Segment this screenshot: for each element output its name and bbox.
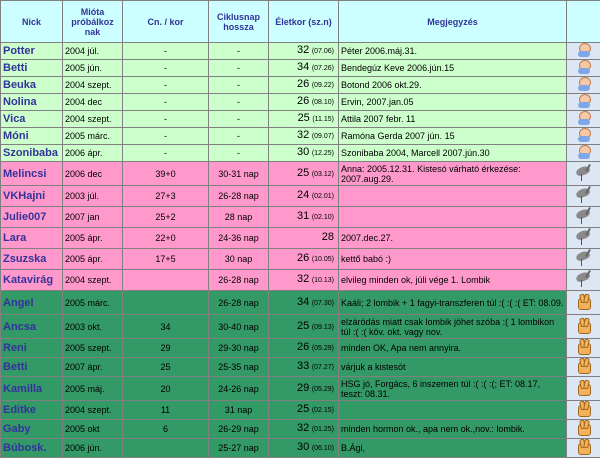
cycle-cell: 26-28 nap	[209, 186, 269, 207]
birthday-value: (09.22)	[312, 82, 334, 89]
cn-kor-cell: 11	[123, 401, 209, 420]
nick-cell: Lara	[1, 228, 63, 249]
birthday-value: (07.30)	[312, 300, 334, 307]
since-cell: 2005 márc.	[63, 291, 123, 315]
cycle-cell: -	[209, 128, 269, 145]
birthday-value: (07.27)	[312, 364, 334, 371]
note-cell: Attila 2007 febr. 11	[339, 111, 567, 128]
table-row	[1, 315, 600, 339]
note-cell: 2007.dec.27.	[339, 228, 567, 249]
cycle-cell: 24-26 nap	[209, 377, 269, 401]
baby-icon	[576, 60, 592, 74]
icon-cell	[567, 291, 600, 315]
cycle-cell: -	[209, 60, 269, 77]
age-value: 32	[297, 422, 309, 434]
age-cell	[269, 228, 339, 249]
birthday-value: (02.15)	[312, 407, 334, 414]
table-row	[1, 43, 600, 60]
cycle-cell: 25-35 nap	[209, 358, 269, 377]
nick-cell: Katavirág	[1, 270, 63, 291]
table-row	[1, 60, 600, 77]
age-cell	[269, 111, 339, 128]
since-cell: 2004 júl.	[63, 43, 123, 60]
nick-cell: VKHajni	[1, 186, 63, 207]
cycle-cell: -	[209, 77, 269, 94]
note-cell	[339, 401, 567, 420]
note-cell: minden hormon ok., apa nem ok.,nov.: lombik.	[339, 420, 567, 439]
table-row	[1, 339, 600, 358]
icon-cell	[567, 270, 600, 291]
header-row	[1, 1, 600, 43]
cn-kor-cell: 39+0	[123, 162, 209, 186]
birthday-value: (06.10)	[312, 445, 334, 452]
cycle-cell: 28 nap	[209, 207, 269, 228]
cycle-cell: 26-29 nap	[209, 420, 269, 439]
nick-cell: Búbosk.	[1, 439, 63, 458]
icon-cell	[567, 145, 600, 162]
baby-icon	[576, 77, 592, 91]
birthday-value: (12.25)	[312, 150, 334, 157]
icon-cell	[567, 128, 600, 145]
note-cell: Ramóna Gerda 2007 jún. 15	[339, 128, 567, 145]
since-cell: 2004 szept.	[63, 401, 123, 420]
nick-cell: Zsuzska	[1, 249, 63, 270]
table-row	[1, 207, 600, 228]
age-cell	[269, 339, 339, 358]
icon-cell	[567, 339, 600, 358]
age-cell	[269, 43, 339, 60]
crossed-fingers-icon	[575, 420, 593, 436]
nick-cell: Gaby	[1, 420, 63, 439]
nick-cell: Angel	[1, 291, 63, 315]
table-row	[1, 77, 600, 94]
birthday-value: (07.06)	[312, 48, 334, 55]
age-cell	[269, 162, 339, 186]
age-value: 34	[297, 296, 309, 308]
note-cell: elvileg minden ok, júli vége 1. Lombik	[339, 270, 567, 291]
age-cell	[269, 270, 339, 291]
baby-icon	[576, 43, 592, 57]
birthday-value: (07.26)	[312, 65, 334, 72]
since-cell: 2003 okt.	[63, 315, 123, 339]
crossed-fingers-icon	[575, 439, 593, 455]
age-value: 26	[297, 95, 309, 107]
age-cell	[269, 60, 339, 77]
crossed-fingers-icon	[575, 380, 593, 396]
crossed-fingers-icon	[575, 294, 593, 310]
nick-cell: Editke	[1, 401, 63, 420]
stork-icon	[572, 207, 596, 225]
icon-cell	[567, 249, 600, 270]
header-age: Életkor (sz.n)	[269, 1, 339, 43]
table-row	[1, 111, 600, 128]
age-value: 32	[297, 273, 309, 285]
nick-cell: Julie007	[1, 207, 63, 228]
nick-cell: Szonibaba	[1, 145, 63, 162]
header-icon	[567, 1, 600, 43]
stork-icon	[572, 164, 596, 182]
since-cell: 2005 ápr.	[63, 228, 123, 249]
age-cell	[269, 128, 339, 145]
note-cell: kettő babó :)	[339, 249, 567, 270]
age-value: 33	[297, 360, 309, 372]
age-value: 26	[297, 252, 309, 264]
age-cell	[269, 439, 339, 458]
note-cell: Szonibaba 2004, Marcell 2007.jún.30	[339, 145, 567, 162]
stork-icon	[572, 249, 596, 267]
cycle-cell: -	[209, 43, 269, 60]
age-cell	[269, 94, 339, 111]
cn-kor-cell	[123, 291, 209, 315]
since-cell: 2007 ápr.	[63, 358, 123, 377]
icon-cell	[567, 43, 600, 60]
birthday-value: (09.13)	[312, 324, 334, 331]
cn-kor-cell: 34	[123, 315, 209, 339]
icon-cell	[567, 207, 600, 228]
table-row	[1, 358, 600, 377]
cn-kor-cell	[123, 270, 209, 291]
since-cell: 2004 szept.	[63, 270, 123, 291]
header-nick: Nick	[1, 1, 63, 43]
table-row	[1, 128, 600, 145]
since-cell: 2005 máj.	[63, 377, 123, 401]
note-cell	[339, 207, 567, 228]
cycle-cell: 29-30 nap	[209, 339, 269, 358]
age-value: 32	[297, 129, 309, 141]
age-cell	[269, 207, 339, 228]
note-cell: Ervin, 2007.jan.05	[339, 94, 567, 111]
icon-cell	[567, 162, 600, 186]
stork-icon	[572, 186, 596, 204]
cycle-cell: -	[209, 145, 269, 162]
cycle-cell: 30-31 nap	[209, 162, 269, 186]
age-value: 29	[297, 382, 309, 394]
baby-icon	[576, 111, 592, 125]
table-row	[1, 401, 600, 420]
age-value: 25	[297, 167, 309, 179]
note-cell: Péter 2006.máj.31.	[339, 43, 567, 60]
age-cell	[269, 145, 339, 162]
note-cell: HSG jó, Forgács, 6 inszemen túl :( :( :(; ET: 08.17, teszt: 08.31.	[339, 377, 567, 401]
age-cell	[269, 401, 339, 420]
cn-kor-cell: 6	[123, 420, 209, 439]
since-cell: 2003 júl.	[63, 186, 123, 207]
crossed-fingers-icon	[575, 358, 593, 374]
cn-kor-cell: -	[123, 128, 209, 145]
birthday-value: (02.10)	[312, 214, 334, 221]
cn-kor-cell: 27+3	[123, 186, 209, 207]
cycle-cell: 25-27 nap	[209, 439, 269, 458]
age-value: 32	[297, 44, 309, 56]
header-cn-kor: Cn. / kor	[123, 1, 209, 43]
cn-kor-cell: -	[123, 77, 209, 94]
age-cell	[269, 249, 339, 270]
note-cell: elzáródás miatt csak lombik jöhet szóba :( 1 lombikon túl :( :( köv. okt. vagy nov.	[339, 315, 567, 339]
cn-kor-cell: 25	[123, 358, 209, 377]
since-cell: 2006 dec	[63, 162, 123, 186]
header-note: Megjegyzés	[339, 1, 567, 43]
birthday-value: (05.29)	[312, 345, 334, 352]
crossed-fingers-icon	[575, 339, 593, 355]
nick-cell: Reni	[1, 339, 63, 358]
since-cell: 2004 szept.	[63, 111, 123, 128]
age-cell	[269, 77, 339, 94]
cn-kor-cell	[123, 439, 209, 458]
birthday-value: (03.12)	[312, 171, 334, 178]
age-cell	[269, 291, 339, 315]
icon-cell	[567, 77, 600, 94]
icon-cell	[567, 401, 600, 420]
cycle-cell: 24-36 nap	[209, 228, 269, 249]
birthday-value: (08.10)	[312, 99, 334, 106]
crossed-fingers-icon	[575, 401, 593, 417]
cn-kor-cell: -	[123, 111, 209, 128]
age-value: 30	[297, 441, 309, 453]
cn-kor-cell: 25+2	[123, 207, 209, 228]
since-cell: 2005 szept.	[63, 339, 123, 358]
age-value: 31	[297, 210, 309, 222]
nick-cell: Nolina	[1, 94, 63, 111]
nick-cell: Melincsi	[1, 162, 63, 186]
table-row	[1, 186, 600, 207]
age-value: 26	[297, 341, 309, 353]
since-cell: 2005 jún.	[63, 60, 123, 77]
note-cell: várjuk a kistesót	[339, 358, 567, 377]
age-cell	[269, 377, 339, 401]
nick-cell: Betti	[1, 60, 63, 77]
age-value: 26	[297, 78, 309, 90]
cn-kor-cell: 17+5	[123, 249, 209, 270]
age-value: 24	[297, 189, 309, 201]
since-cell: 2005 ápr.	[63, 249, 123, 270]
age-cell	[269, 315, 339, 339]
header-since: Mióta próbálkoz nak	[63, 1, 123, 43]
table-row	[1, 420, 600, 439]
cn-kor-cell: -	[123, 94, 209, 111]
baby-icon	[576, 94, 592, 108]
nick-cell: Móni	[1, 128, 63, 145]
age-cell	[269, 420, 339, 439]
table-row	[1, 145, 600, 162]
table-row	[1, 162, 600, 186]
birthday-value: (10.13)	[312, 277, 334, 284]
since-cell: 2005 márc.	[63, 128, 123, 145]
crossed-fingers-icon	[575, 318, 593, 334]
since-cell: 2004 szept.	[63, 77, 123, 94]
age-cell	[269, 186, 339, 207]
nick-cell: Kamilla	[1, 377, 63, 401]
nick-cell: Potter	[1, 43, 63, 60]
age-cell	[269, 358, 339, 377]
since-cell: 2005 okt	[63, 420, 123, 439]
nick-cell: Ancsa	[1, 315, 63, 339]
note-cell: Anna: 2005.12.31. Kistesó várható érkezése: 2007.aug.29.	[339, 162, 567, 186]
icon-cell	[567, 111, 600, 128]
cn-kor-cell: 22+0	[123, 228, 209, 249]
icon-cell	[567, 377, 600, 401]
since-cell: 2007 jan	[63, 207, 123, 228]
icon-cell	[567, 60, 600, 77]
note-cell: Botond 2006 okt.29.	[339, 77, 567, 94]
icon-cell	[567, 358, 600, 377]
cn-kor-cell: 20	[123, 377, 209, 401]
table-row	[1, 291, 600, 315]
note-cell: minden OK, Apa nem annyira.	[339, 339, 567, 358]
header-cycle: Ciklusnap hossza	[209, 1, 269, 43]
birthday-value: (01.25)	[312, 426, 334, 433]
cycle-cell: 30 nap	[209, 249, 269, 270]
icon-cell	[567, 315, 600, 339]
since-cell: 2006 ápr.	[63, 145, 123, 162]
nick-cell: Betti	[1, 358, 63, 377]
birthday-value: (09.07)	[312, 133, 334, 140]
since-cell: 2004 dec	[63, 94, 123, 111]
note-cell	[339, 186, 567, 207]
age-value: 25	[298, 112, 310, 124]
note-cell: Bendegúz Keve 2006.jún.15	[339, 60, 567, 77]
cn-kor-cell: -	[123, 60, 209, 77]
nick-cell: Beuka	[1, 77, 63, 94]
cycle-cell: -	[209, 94, 269, 111]
table-row	[1, 228, 600, 249]
cn-kor-cell: -	[123, 145, 209, 162]
icon-cell	[567, 420, 600, 439]
cycle-cell: 26-28 nap	[209, 291, 269, 315]
birthday-value: (02.01)	[312, 193, 334, 200]
cycle-cell: 31 nap	[209, 401, 269, 420]
cn-kor-cell: -	[123, 43, 209, 60]
table-row	[1, 94, 600, 111]
table-row	[1, 377, 600, 401]
age-value: 25	[297, 403, 309, 415]
birthday-value: (10.05)	[312, 256, 334, 263]
cycle-cell: 30-40 nap	[209, 315, 269, 339]
table-row	[1, 439, 600, 458]
stork-icon	[572, 228, 596, 246]
table-row	[1, 249, 600, 270]
nick-cell: Vica	[1, 111, 63, 128]
age-value: 34	[297, 61, 309, 73]
icon-cell	[567, 186, 600, 207]
icon-cell	[567, 228, 600, 249]
baby-icon	[576, 128, 592, 142]
note-cell: B.Ági,	[339, 439, 567, 458]
stork-icon	[572, 270, 596, 288]
birthday-value: (11.15)	[312, 116, 334, 123]
since-cell: 2006 jún.	[63, 439, 123, 458]
note-cell: Kaáli; 2 lombik + 1 fagyi-transzferen túl :( :( :( ET: 08.09.	[339, 291, 567, 315]
icon-cell	[567, 439, 600, 458]
cn-kor-cell: 29	[123, 339, 209, 358]
table-row	[1, 270, 600, 291]
baby-icon	[576, 145, 592, 159]
age-value: 28	[322, 231, 334, 243]
birthday-value: (05.29)	[312, 386, 334, 393]
cycle-cell: -	[209, 111, 269, 128]
age-value: 30	[297, 146, 309, 158]
age-value: 25	[297, 320, 309, 332]
cycle-cell: 26-28 nap	[209, 270, 269, 291]
icon-cell	[567, 94, 600, 111]
